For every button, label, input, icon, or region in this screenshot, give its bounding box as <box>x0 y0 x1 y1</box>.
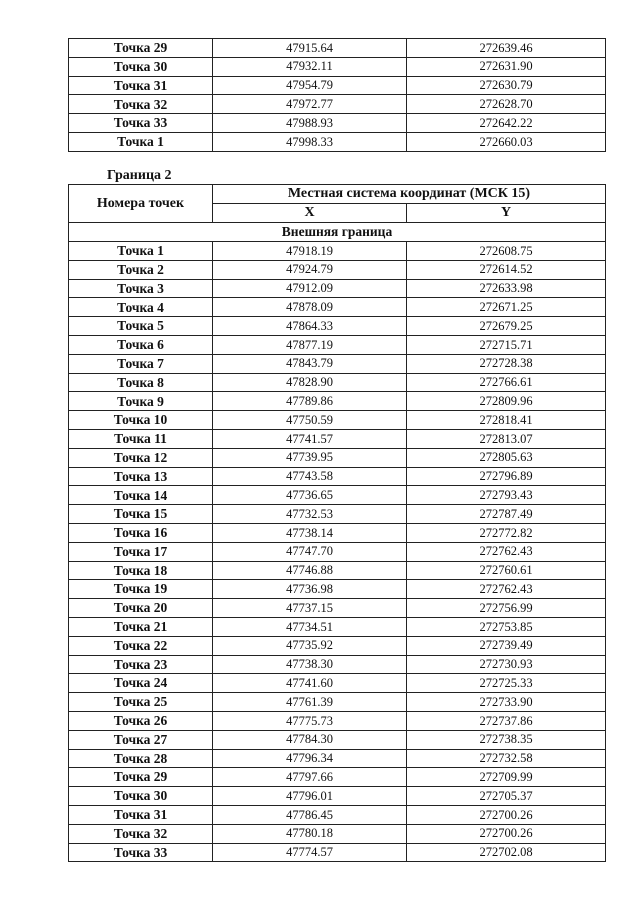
x-coordinate-cell: 47796.01 <box>213 787 407 806</box>
point-name-cell: Точка 10 <box>69 411 213 430</box>
point-name-cell: Точка 5 <box>69 317 213 336</box>
y-coordinate-cell: 272630.79 <box>407 76 606 95</box>
table-row <box>69 354 606 373</box>
y-coordinate-cell: 272772.82 <box>407 523 606 542</box>
y-coordinate-cell: 272762.43 <box>407 542 606 561</box>
point-name-cell: Точка 30 <box>69 787 213 806</box>
point-name-cell: Точка 15 <box>69 505 213 524</box>
x-coordinate-cell: 47741.60 <box>213 674 407 693</box>
y-coordinate-cell: 272628.70 <box>407 95 606 114</box>
y-coordinate-cell: 272738.35 <box>407 730 606 749</box>
point-name-cell: Точка 29 <box>69 768 213 787</box>
x-coordinate-cell: 47878.09 <box>213 298 407 317</box>
section-outer-boundary: Внешняя граница <box>69 223 606 242</box>
table-row <box>69 674 606 693</box>
x-coordinate-cell: 47743.58 <box>213 467 407 486</box>
point-name-cell: Точка 1 <box>69 132 213 151</box>
table-row <box>69 824 606 843</box>
table-row <box>69 39 606 58</box>
point-name-cell: Точка 31 <box>69 76 213 95</box>
point-name-cell: Точка 26 <box>69 711 213 730</box>
y-coordinate-cell: 272639.46 <box>407 39 606 58</box>
x-coordinate-cell: 47954.79 <box>213 76 407 95</box>
table-row <box>69 617 606 636</box>
y-coordinate-cell: 272642.22 <box>407 114 606 133</box>
y-coordinate-cell: 272614.52 <box>407 260 606 279</box>
y-coordinate-cell: 272756.99 <box>407 599 606 618</box>
x-coordinate-cell: 47741.57 <box>213 429 407 448</box>
y-coordinate-cell: 272705.37 <box>407 787 606 806</box>
table-row <box>69 76 606 95</box>
table-row <box>69 429 606 448</box>
point-name-cell: Точка 27 <box>69 730 213 749</box>
x-coordinate-cell: 47864.33 <box>213 317 407 336</box>
table-row <box>69 467 606 486</box>
table-row <box>69 260 606 279</box>
header-point-numbers: Номера точек <box>69 185 213 223</box>
table-row <box>69 599 606 618</box>
x-coordinate-cell: 47918.19 <box>213 242 407 261</box>
table-row <box>69 505 606 524</box>
table-row <box>69 317 606 336</box>
table-row <box>69 730 606 749</box>
y-coordinate-cell: 272631.90 <box>407 57 606 76</box>
point-name-cell: Точка 13 <box>69 467 213 486</box>
y-coordinate-cell: 272766.61 <box>407 373 606 392</box>
point-name-cell: Точка 29 <box>69 39 213 58</box>
point-name-cell: Точка 16 <box>69 523 213 542</box>
y-coordinate-cell: 272715.71 <box>407 335 606 354</box>
point-name-cell: Точка 32 <box>69 824 213 843</box>
x-coordinate-cell: 47747.70 <box>213 542 407 561</box>
y-coordinate-cell: 272805.63 <box>407 448 606 467</box>
point-name-cell: Точка 8 <box>69 373 213 392</box>
point-name-cell: Точка 9 <box>69 392 213 411</box>
point-name-cell: Точка 2 <box>69 260 213 279</box>
table-row <box>69 636 606 655</box>
point-name-cell: Точка 28 <box>69 749 213 768</box>
point-name-cell: Точка 33 <box>69 843 213 862</box>
x-coordinate-cell: 47789.86 <box>213 392 407 411</box>
y-coordinate-cell: 272730.93 <box>407 655 606 674</box>
y-coordinate-cell: 272753.85 <box>407 617 606 636</box>
y-coordinate-cell: 272671.25 <box>407 298 606 317</box>
y-coordinate-cell: 272762.43 <box>407 580 606 599</box>
y-coordinate-cell: 272633.98 <box>407 279 606 298</box>
table-row <box>69 114 606 133</box>
x-coordinate-cell: 47797.66 <box>213 768 407 787</box>
y-coordinate-cell: 272739.49 <box>407 636 606 655</box>
table-row <box>69 523 606 542</box>
table-1-body <box>69 39 606 152</box>
table-row <box>69 411 606 430</box>
table-row <box>69 805 606 824</box>
y-coordinate-cell: 272700.26 <box>407 824 606 843</box>
table-row <box>69 787 606 806</box>
table-row <box>69 768 606 787</box>
y-coordinate-cell: 272732.58 <box>407 749 606 768</box>
table-row <box>69 132 606 151</box>
x-coordinate-cell: 47775.73 <box>213 711 407 730</box>
table-row <box>69 279 606 298</box>
table-row <box>69 335 606 354</box>
y-coordinate-cell: 272725.33 <box>407 674 606 693</box>
x-coordinate-cell: 47932.11 <box>213 57 407 76</box>
y-coordinate-cell: 272760.61 <box>407 561 606 580</box>
x-coordinate-cell: 47786.45 <box>213 805 407 824</box>
coordinates-table-1 <box>68 38 606 152</box>
x-coordinate-cell: 47972.77 <box>213 95 407 114</box>
x-coordinate-cell: 47796.34 <box>213 749 407 768</box>
header-coordinate-system: Местная система координат (МСК 15) <box>213 185 606 204</box>
point-name-cell: Точка 19 <box>69 580 213 599</box>
y-coordinate-cell: 272787.49 <box>407 505 606 524</box>
table-row <box>69 542 606 561</box>
x-coordinate-cell: 47998.33 <box>213 132 407 151</box>
boundary-2-caption: Граница 2 <box>107 168 172 183</box>
x-coordinate-cell: 47843.79 <box>213 354 407 373</box>
x-coordinate-cell: 47784.30 <box>213 730 407 749</box>
y-coordinate-cell: 272700.26 <box>407 805 606 824</box>
table-2-body <box>69 242 606 862</box>
table-row <box>69 693 606 712</box>
x-coordinate-cell: 47780.18 <box>213 824 407 843</box>
point-name-cell: Точка 25 <box>69 693 213 712</box>
y-coordinate-cell: 272818.41 <box>407 411 606 430</box>
y-coordinate-cell: 272709.99 <box>407 768 606 787</box>
point-name-cell: Точка 14 <box>69 486 213 505</box>
x-coordinate-cell: 47736.98 <box>213 580 407 599</box>
x-coordinate-cell: 47761.39 <box>213 693 407 712</box>
y-coordinate-cell: 272796.89 <box>407 467 606 486</box>
y-coordinate-cell: 272733.90 <box>407 693 606 712</box>
point-name-cell: Точка 20 <box>69 599 213 618</box>
table-row <box>69 711 606 730</box>
y-coordinate-cell: 272660.03 <box>407 132 606 151</box>
table-row <box>69 392 606 411</box>
point-name-cell: Точка 32 <box>69 95 213 114</box>
x-coordinate-cell: 47735.92 <box>213 636 407 655</box>
y-coordinate-cell: 272728.38 <box>407 354 606 373</box>
table-row <box>69 448 606 467</box>
header-x: X <box>213 204 407 223</box>
x-coordinate-cell: 47746.88 <box>213 561 407 580</box>
x-coordinate-cell: 47737.15 <box>213 599 407 618</box>
table-row <box>69 373 606 392</box>
table-row <box>69 298 606 317</box>
table-row <box>69 486 606 505</box>
point-name-cell: Точка 18 <box>69 561 213 580</box>
table-row <box>69 95 606 114</box>
table-row <box>69 655 606 674</box>
point-name-cell: Точка 7 <box>69 354 213 373</box>
x-coordinate-cell: 47988.93 <box>213 114 407 133</box>
x-coordinate-cell: 47739.95 <box>213 448 407 467</box>
point-name-cell: Точка 33 <box>69 114 213 133</box>
point-name-cell: Точка 23 <box>69 655 213 674</box>
x-coordinate-cell: 47828.90 <box>213 373 407 392</box>
y-coordinate-cell: 272793.43 <box>407 486 606 505</box>
point-name-cell: Точка 3 <box>69 279 213 298</box>
table-row <box>69 561 606 580</box>
x-coordinate-cell: 47736.65 <box>213 486 407 505</box>
point-name-cell: Точка 30 <box>69 57 213 76</box>
point-name-cell: Точка 4 <box>69 298 213 317</box>
coordinates-table-2 <box>68 184 606 862</box>
y-coordinate-cell: 272679.25 <box>407 317 606 336</box>
y-coordinate-cell: 272702.08 <box>407 843 606 862</box>
x-coordinate-cell: 47734.51 <box>213 617 407 636</box>
point-name-cell: Точка 31 <box>69 805 213 824</box>
y-coordinate-cell: 272737.86 <box>407 711 606 730</box>
point-name-cell: Точка 1 <box>69 242 213 261</box>
table-row <box>69 749 606 768</box>
table-row <box>69 57 606 76</box>
point-name-cell: Точка 22 <box>69 636 213 655</box>
table-row <box>69 242 606 261</box>
y-coordinate-cell: 272813.07 <box>407 429 606 448</box>
x-coordinate-cell: 47912.09 <box>213 279 407 298</box>
point-name-cell: Точка 12 <box>69 448 213 467</box>
point-name-cell: Точка 11 <box>69 429 213 448</box>
point-name-cell: Точка 17 <box>69 542 213 561</box>
header-y: Y <box>407 204 606 223</box>
x-coordinate-cell: 47774.57 <box>213 843 407 862</box>
point-name-cell: Точка 24 <box>69 674 213 693</box>
x-coordinate-cell: 47915.64 <box>213 39 407 58</box>
x-coordinate-cell: 47924.79 <box>213 260 407 279</box>
x-coordinate-cell: 47750.59 <box>213 411 407 430</box>
table-row <box>69 580 606 599</box>
table-row <box>69 843 606 862</box>
x-coordinate-cell: 47732.53 <box>213 505 407 524</box>
y-coordinate-cell: 272608.75 <box>407 242 606 261</box>
x-coordinate-cell: 47738.30 <box>213 655 407 674</box>
y-coordinate-cell: 272809.96 <box>407 392 606 411</box>
point-name-cell: Точка 6 <box>69 335 213 354</box>
x-coordinate-cell: 47877.19 <box>213 335 407 354</box>
point-name-cell: Точка 21 <box>69 617 213 636</box>
x-coordinate-cell: 47738.14 <box>213 523 407 542</box>
